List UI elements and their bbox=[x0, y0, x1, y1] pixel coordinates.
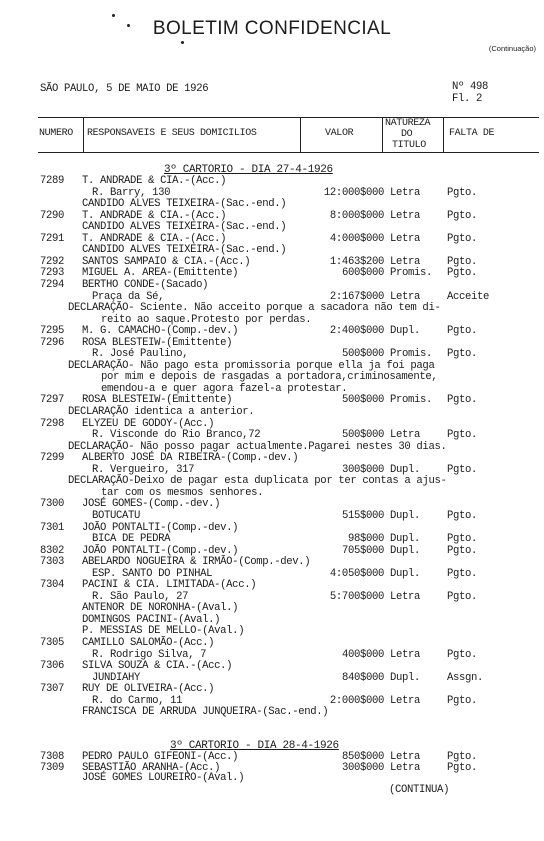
entry-reason: Pgto. bbox=[447, 255, 478, 268]
entry-type: Letra bbox=[390, 186, 421, 199]
entry-text: ELYZEU DE GODOY-(Acc.) bbox=[82, 417, 215, 430]
entry-type: Dupl. bbox=[390, 509, 421, 522]
entry-type: Dupl. bbox=[390, 544, 421, 557]
entry-reason: Pgto. bbox=[447, 463, 478, 476]
entry-text: SANTOS SAMPAIO & CIA.-(Acc.) bbox=[82, 255, 251, 268]
entry-type: Dupl. bbox=[390, 671, 421, 684]
entry-text: DOMINGOS PACINI-(Aval.) bbox=[82, 613, 221, 626]
section-heading: 3º CARTORIO - DIA 28-4-1926 bbox=[170, 740, 339, 752]
entry-value: 840$000 bbox=[341, 671, 384, 684]
entry-value: 500$000 bbox=[341, 429, 384, 442]
col-valor: VALOR bbox=[325, 128, 354, 139]
entry-text: CANDIDO ALVES TEIXEIRA-(Sac.-end.) bbox=[82, 198, 287, 211]
entry-number: 7296 bbox=[40, 336, 65, 349]
entry-text: CANDIDO ALVES TEIXEIRA-(Sac.-end.) bbox=[82, 244, 287, 257]
entry-value: 4:000$000 bbox=[329, 232, 384, 245]
entry-text: FRANCISCA DE ARRUDA JUNQUEIRA-(Sac.-end.) bbox=[82, 706, 329, 719]
entry-value: 2:000$000 bbox=[329, 694, 384, 707]
entry-value: 300$000 bbox=[341, 761, 384, 774]
entry-number: 7308 bbox=[40, 751, 65, 763]
entry-reason: Pgto. bbox=[447, 232, 478, 245]
entry-text: DECLARAÇÃO- Sciente. Não acceito porque a sacadora não tem di- bbox=[68, 302, 441, 315]
entry-text: PACINI & CIA. LIMITADA-(Acc.) bbox=[82, 579, 257, 592]
entry-type: Letra bbox=[390, 209, 421, 222]
entry-reason: Pgto. bbox=[447, 429, 478, 442]
entry-value: 12:000$000 bbox=[323, 186, 384, 199]
entry-type: Letra bbox=[390, 590, 421, 603]
entry-text: R. do Carmo, 11 bbox=[92, 694, 183, 707]
document-title: BOLETIM CONFIDENCIAL bbox=[152, 18, 392, 39]
entry-text: emendou-a e quer agora fazel-a protestar. bbox=[101, 382, 348, 395]
entry-number: 7291 bbox=[40, 232, 65, 245]
entry-type: Letra bbox=[390, 429, 421, 442]
entry-text: JOSÉ GOMES-(Comp.-dev.) bbox=[82, 498, 221, 511]
entry-type: Letra bbox=[390, 751, 421, 763]
col-responsaveis: RESPONSAVEIS E SEUS DOMICILIOS bbox=[87, 128, 257, 139]
entry-number: 7303 bbox=[40, 556, 65, 569]
col-falta-de: FALTA DE bbox=[449, 128, 495, 139]
entry-value: 850$000 bbox=[341, 751, 384, 763]
entry-text: R. Barry, 130 bbox=[92, 186, 171, 199]
entry-text: JOÃO PONTALTI-(Comp.-dev.) bbox=[82, 544, 239, 557]
entry-text: R. José Paulino, bbox=[92, 348, 189, 361]
entry-reason: Pgto. bbox=[447, 648, 478, 661]
col-numero: NUMERO bbox=[39, 128, 73, 139]
entry-number: 7289 bbox=[40, 175, 65, 187]
col-natureza-titulo: TITULO bbox=[392, 140, 426, 151]
entry-number: 7297 bbox=[40, 394, 65, 407]
entry-text: P. MESSIAS DE MELLO-(Aval.) bbox=[82, 625, 245, 638]
entry-text: R. Rodrigo Silva, 7 bbox=[92, 648, 207, 661]
entry-text: DECLARAÇÃO identica a anterior. bbox=[68, 406, 255, 418]
continua-note: (CONTINUA) bbox=[389, 784, 450, 796]
entry-text: SILVA SOUZA & CIA.-(Acc.) bbox=[82, 660, 233, 673]
entry-reason: Pgto. bbox=[447, 751, 478, 763]
entry-text: R. Visconde do Rio Branco,72 bbox=[92, 429, 261, 442]
entry-reason: Acceite bbox=[447, 290, 490, 303]
entry-text: ABELARDO NOGUEIRA & IRMÃO-(Comp.-dev.) bbox=[82, 556, 311, 569]
entry-reason: Pgto. bbox=[447, 267, 478, 280]
entry-reason: Pgto. bbox=[447, 544, 478, 557]
entry-text: ALBERTO JOSÉ DA RIBEIRA-(Comp.-dev.) bbox=[82, 452, 299, 465]
entry-value: 98$000 bbox=[347, 533, 384, 546]
entry-text: DECLARAÇÃO- Não pago esta promissoria porque ella ja foi paga bbox=[68, 359, 435, 372]
entry-reason: Pgto. bbox=[447, 186, 478, 199]
entry-text: Praça da Sé, bbox=[92, 290, 165, 303]
entry-reason: Pgto. bbox=[447, 761, 478, 774]
entry-text: BERTHO CONDE-(Sacado) bbox=[82, 278, 209, 291]
entry-number: 7309 bbox=[40, 761, 65, 774]
entry-number: 7294 bbox=[40, 278, 65, 291]
entry-text: ESP. SANTO DO PINHAL bbox=[92, 567, 213, 580]
entry-text: M. G. CAMACHO-(Comp.-dev.) bbox=[82, 325, 239, 338]
entry-value: 500$000 bbox=[341, 348, 384, 361]
entry-reason: Pgto. bbox=[447, 694, 478, 707]
entry-text: T. ANDRADE & CIA.-(Acc.) bbox=[82, 209, 227, 222]
entry-number: 7300 bbox=[40, 498, 65, 511]
entry-number: 7304 bbox=[40, 579, 65, 592]
entry-text: JUNDIAHY bbox=[92, 671, 141, 684]
entry-number: 7298 bbox=[40, 417, 65, 430]
entry-text: por mim e depois de rasgadas a portadora,criminosamente, bbox=[101, 371, 438, 384]
entry-type: Letra bbox=[390, 290, 421, 303]
entry-text: JOÃO PONTALTI-(Comp.-dev.) bbox=[82, 521, 239, 534]
entry-text: MIGUEL A. AREA-(Emittente) bbox=[82, 267, 239, 280]
entry-text: R. São Paulo, 27 bbox=[92, 590, 189, 603]
entry-number: 7293 bbox=[40, 267, 65, 280]
entry-text: ROSA BLESTEIW-(Emittente) bbox=[82, 336, 233, 349]
entry-type: Promis. bbox=[390, 394, 433, 407]
entry-value: 500$000 bbox=[341, 394, 384, 407]
entry-type: Promis. bbox=[390, 267, 433, 280]
entry-reason: Pgto. bbox=[447, 348, 478, 361]
entry-value: 2:400$000 bbox=[329, 325, 384, 338]
entry-type: Dupl. bbox=[390, 325, 421, 338]
entry-value: 400$000 bbox=[341, 648, 384, 661]
entry-number: 7299 bbox=[40, 452, 65, 465]
entry-text: reito ao saque.Protesto por perdas. bbox=[101, 313, 312, 326]
entry-reason: Pgto. bbox=[447, 209, 478, 222]
entry-reason: Assgn. bbox=[447, 671, 484, 684]
entry-reason: Pgto. bbox=[447, 533, 478, 546]
entry-text: SEBASTIÃO ARANHA-(Acc.) bbox=[82, 761, 221, 774]
entry-text: CAMILLO SALOMÃO-(Acc.) bbox=[82, 637, 215, 649]
entry-text: DECLARAÇÃO- Não posso pagar actualmente.Pagarei nestes 30 dias. bbox=[68, 440, 447, 453]
entry-number: 7307 bbox=[40, 683, 65, 696]
entry-reason: Pgto. bbox=[447, 567, 478, 580]
entry-type: Dupl. bbox=[390, 567, 421, 580]
entry-value: 1:463$200 bbox=[329, 255, 384, 268]
entry-reason: Pgto. bbox=[447, 509, 478, 522]
sheet-number: Fl. 2 bbox=[452, 93, 483, 105]
entry-type: Promis. bbox=[390, 348, 433, 361]
entry-value: 300$000 bbox=[341, 463, 384, 476]
entry-value: 515$000 bbox=[341, 509, 384, 522]
entry-text: R. Vergueiro, 317 bbox=[92, 463, 195, 476]
entry-type: Letra bbox=[390, 255, 421, 268]
entry-number: 7295 bbox=[40, 325, 65, 338]
entry-type: Letra bbox=[390, 761, 421, 774]
bulletin-number: Nº 498 bbox=[452, 81, 489, 93]
entry-number: 7305 bbox=[40, 637, 65, 649]
entry-text: T. ANDRADE & CIA.-(Acc.) bbox=[82, 232, 227, 245]
entry-value: 705$000 bbox=[341, 544, 384, 557]
entry-number: 8302 bbox=[40, 544, 65, 557]
entry-text: tar com os mesmos senhores. bbox=[101, 486, 264, 499]
entry-type: Letra bbox=[390, 232, 421, 245]
ink-speck bbox=[112, 14, 115, 17]
entry-value: 4:050$000 bbox=[329, 567, 384, 580]
entry-text: ANTENOR DE NORONHA-(Aval.) bbox=[82, 602, 239, 615]
entry-text: BICA DE PEDRA bbox=[92, 533, 171, 546]
entry-type: Dupl. bbox=[390, 533, 421, 546]
continuation-note: (Continuação) bbox=[488, 44, 536, 53]
entry-text: PEDRO PAULO GIFEONI-(Acc.) bbox=[82, 751, 239, 763]
entry-reason: Pgto. bbox=[447, 590, 478, 603]
entry-value: 2:167$000 bbox=[329, 290, 384, 303]
entry-type: Letra bbox=[390, 648, 421, 661]
entry-text: CANDIDO ALVES TEIXEIRA-(Sac.-end.) bbox=[82, 221, 287, 234]
entry-text: RUY DE OLIVEIRA-(Acc.) bbox=[82, 683, 215, 696]
entry-text: BOTUCATU bbox=[92, 509, 141, 522]
entry-type: Letra bbox=[390, 694, 421, 707]
place-date: SÃO PAULO, 5 DE MAIO DE 1926 bbox=[40, 83, 209, 95]
section-heading: 3º CARTORIO - DIA 27-4-1926 bbox=[164, 164, 333, 176]
entry-value: 5:700$000 bbox=[329, 590, 384, 603]
entry-value: 600$000 bbox=[341, 267, 384, 280]
entry-text: DECLARAÇÃO-Deixo de pagar esta duplicata por ter contas a ajus- bbox=[68, 475, 447, 488]
col-natureza: NATUREZA bbox=[385, 118, 431, 129]
col-natureza-do: DO bbox=[401, 129, 413, 140]
entry-number: 7290 bbox=[40, 209, 65, 222]
entry-text: T. ANDRADE & CIA.-(Acc.) bbox=[82, 175, 227, 187]
entry-text: JOSÉ GOMES LOUREIRO-(Aval.) bbox=[82, 772, 245, 784]
entry-number: 7292 bbox=[40, 255, 65, 268]
entry-number: 7306 bbox=[40, 660, 65, 673]
entry-number: 7301 bbox=[40, 521, 65, 534]
ink-speck bbox=[181, 41, 184, 44]
entry-type: Dupl. bbox=[390, 463, 421, 476]
entry-reason: Pgto. bbox=[447, 325, 478, 338]
entry-text: ROSA BLESTEIW-(Emittente) bbox=[82, 394, 233, 407]
entry-value: 8:000$000 bbox=[329, 209, 384, 222]
entry-reason: Pgto. bbox=[447, 394, 478, 407]
